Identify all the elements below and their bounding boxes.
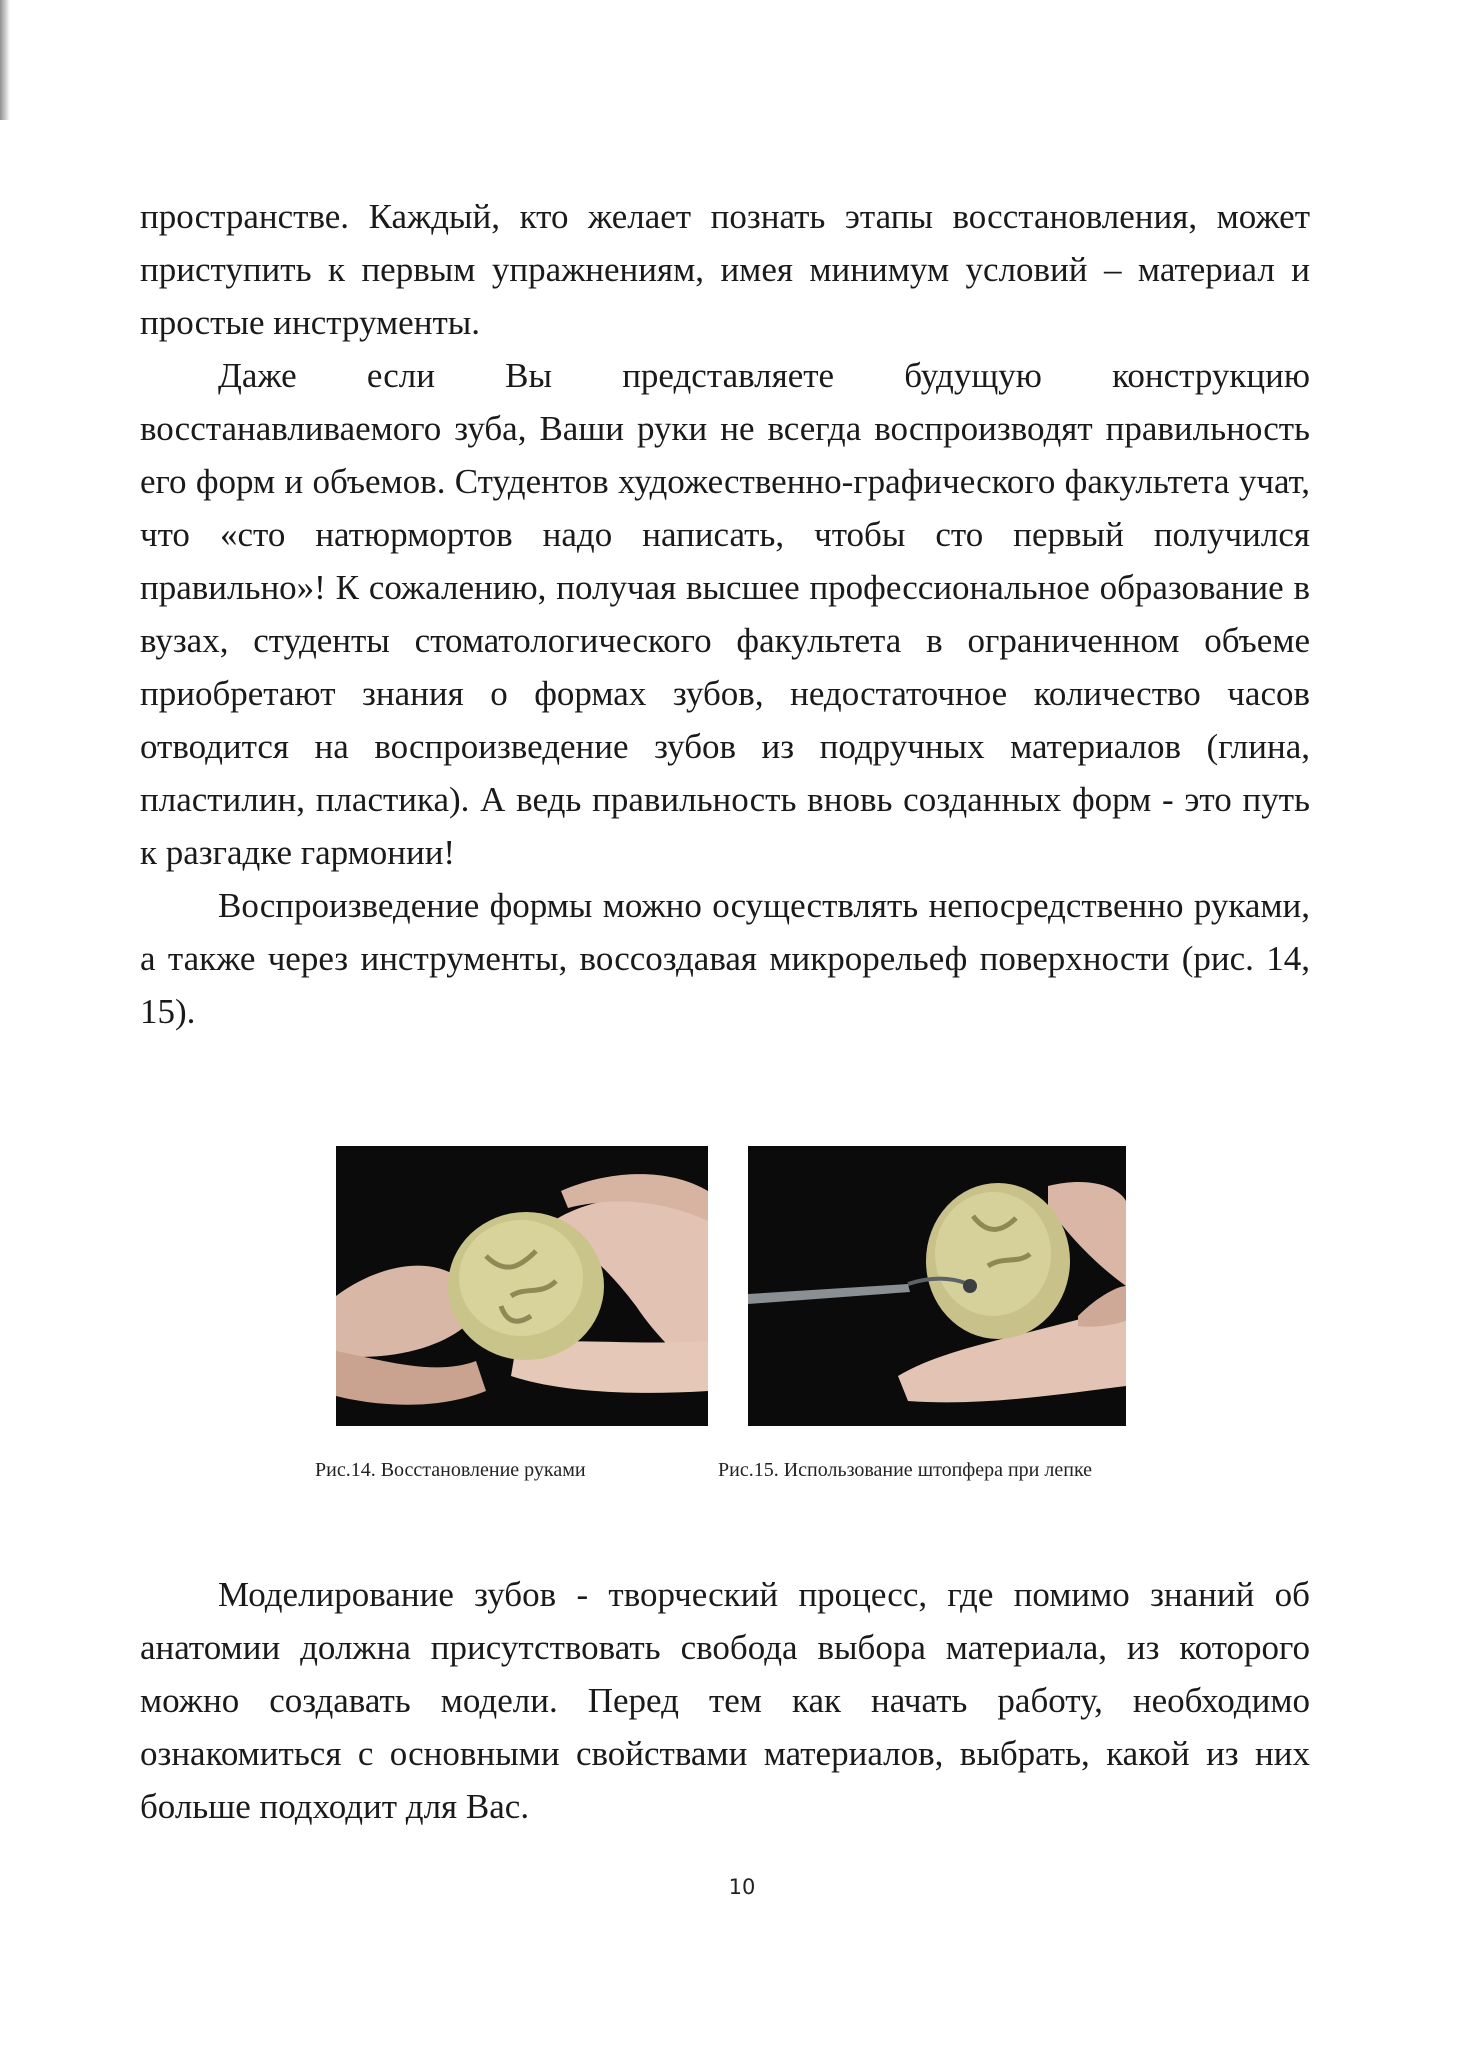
instrument-tooth-model-image bbox=[748, 1146, 1126, 1426]
paragraph-2: Даже если Вы представляете будущую конструкцию восстанавливаемого зуба, Ваши руки не всегда воспроизводят правильность его форм и объемов. Студентов художественно-графического факультета учат, что «сто натюрмортов надо написать, чтобы сто первый получился правильно»! К сожалению, получая высшее профессиональное образование в вузах, студенты стоматологического факультета в ограниченном объеме приобретают знания о формах зубов, недостаточное количество часов отводится на воспроизведение зубов из подручных материалов (глина, пластилин, пластика). А ведь правильность вновь созданных форм - это путь к разгадке гармонии! bbox=[140, 356, 1310, 872]
figure-15-photo bbox=[748, 1146, 1126, 1426]
page-edge-shadow bbox=[0, 0, 10, 120]
page-number: 10 bbox=[728, 1875, 756, 1899]
body-text-bottom bbox=[140, 1568, 1310, 1833]
hands-tooth-model-image bbox=[336, 1146, 708, 1426]
paragraph-3: Воспроизведение формы можно осуществлять непосредственно руками, а также через инструменты, воссоздавая микрорельеф поверхности (рис. 14, 15). bbox=[140, 886, 1310, 1031]
paragraph-4: Моделирование зубов - творческий процесс, где помимо знаний об анатомии должна присутствовать свобода выбора материала, из которого можно создавать модели. Перед тем как начать работу, необходимо ознакомиться с основными свойствами материалов, выбрать, какой из них больше подходит для Вас. bbox=[140, 1575, 1310, 1826]
paragraph-1: пространстве. Каждый, кто желает познать этапы восстановления, может приступить к первым упражнениям, имея минимум условий – материал и простые инструменты. bbox=[140, 197, 1310, 342]
body-text-top bbox=[140, 190, 1310, 1038]
figure-15-caption: Рис.15. Использование штопфера при лепке bbox=[718, 1459, 1093, 1481]
figure-14-caption: Рис.14. Восстановление руками bbox=[315, 1459, 586, 1481]
figure-14-photo bbox=[336, 1146, 708, 1426]
